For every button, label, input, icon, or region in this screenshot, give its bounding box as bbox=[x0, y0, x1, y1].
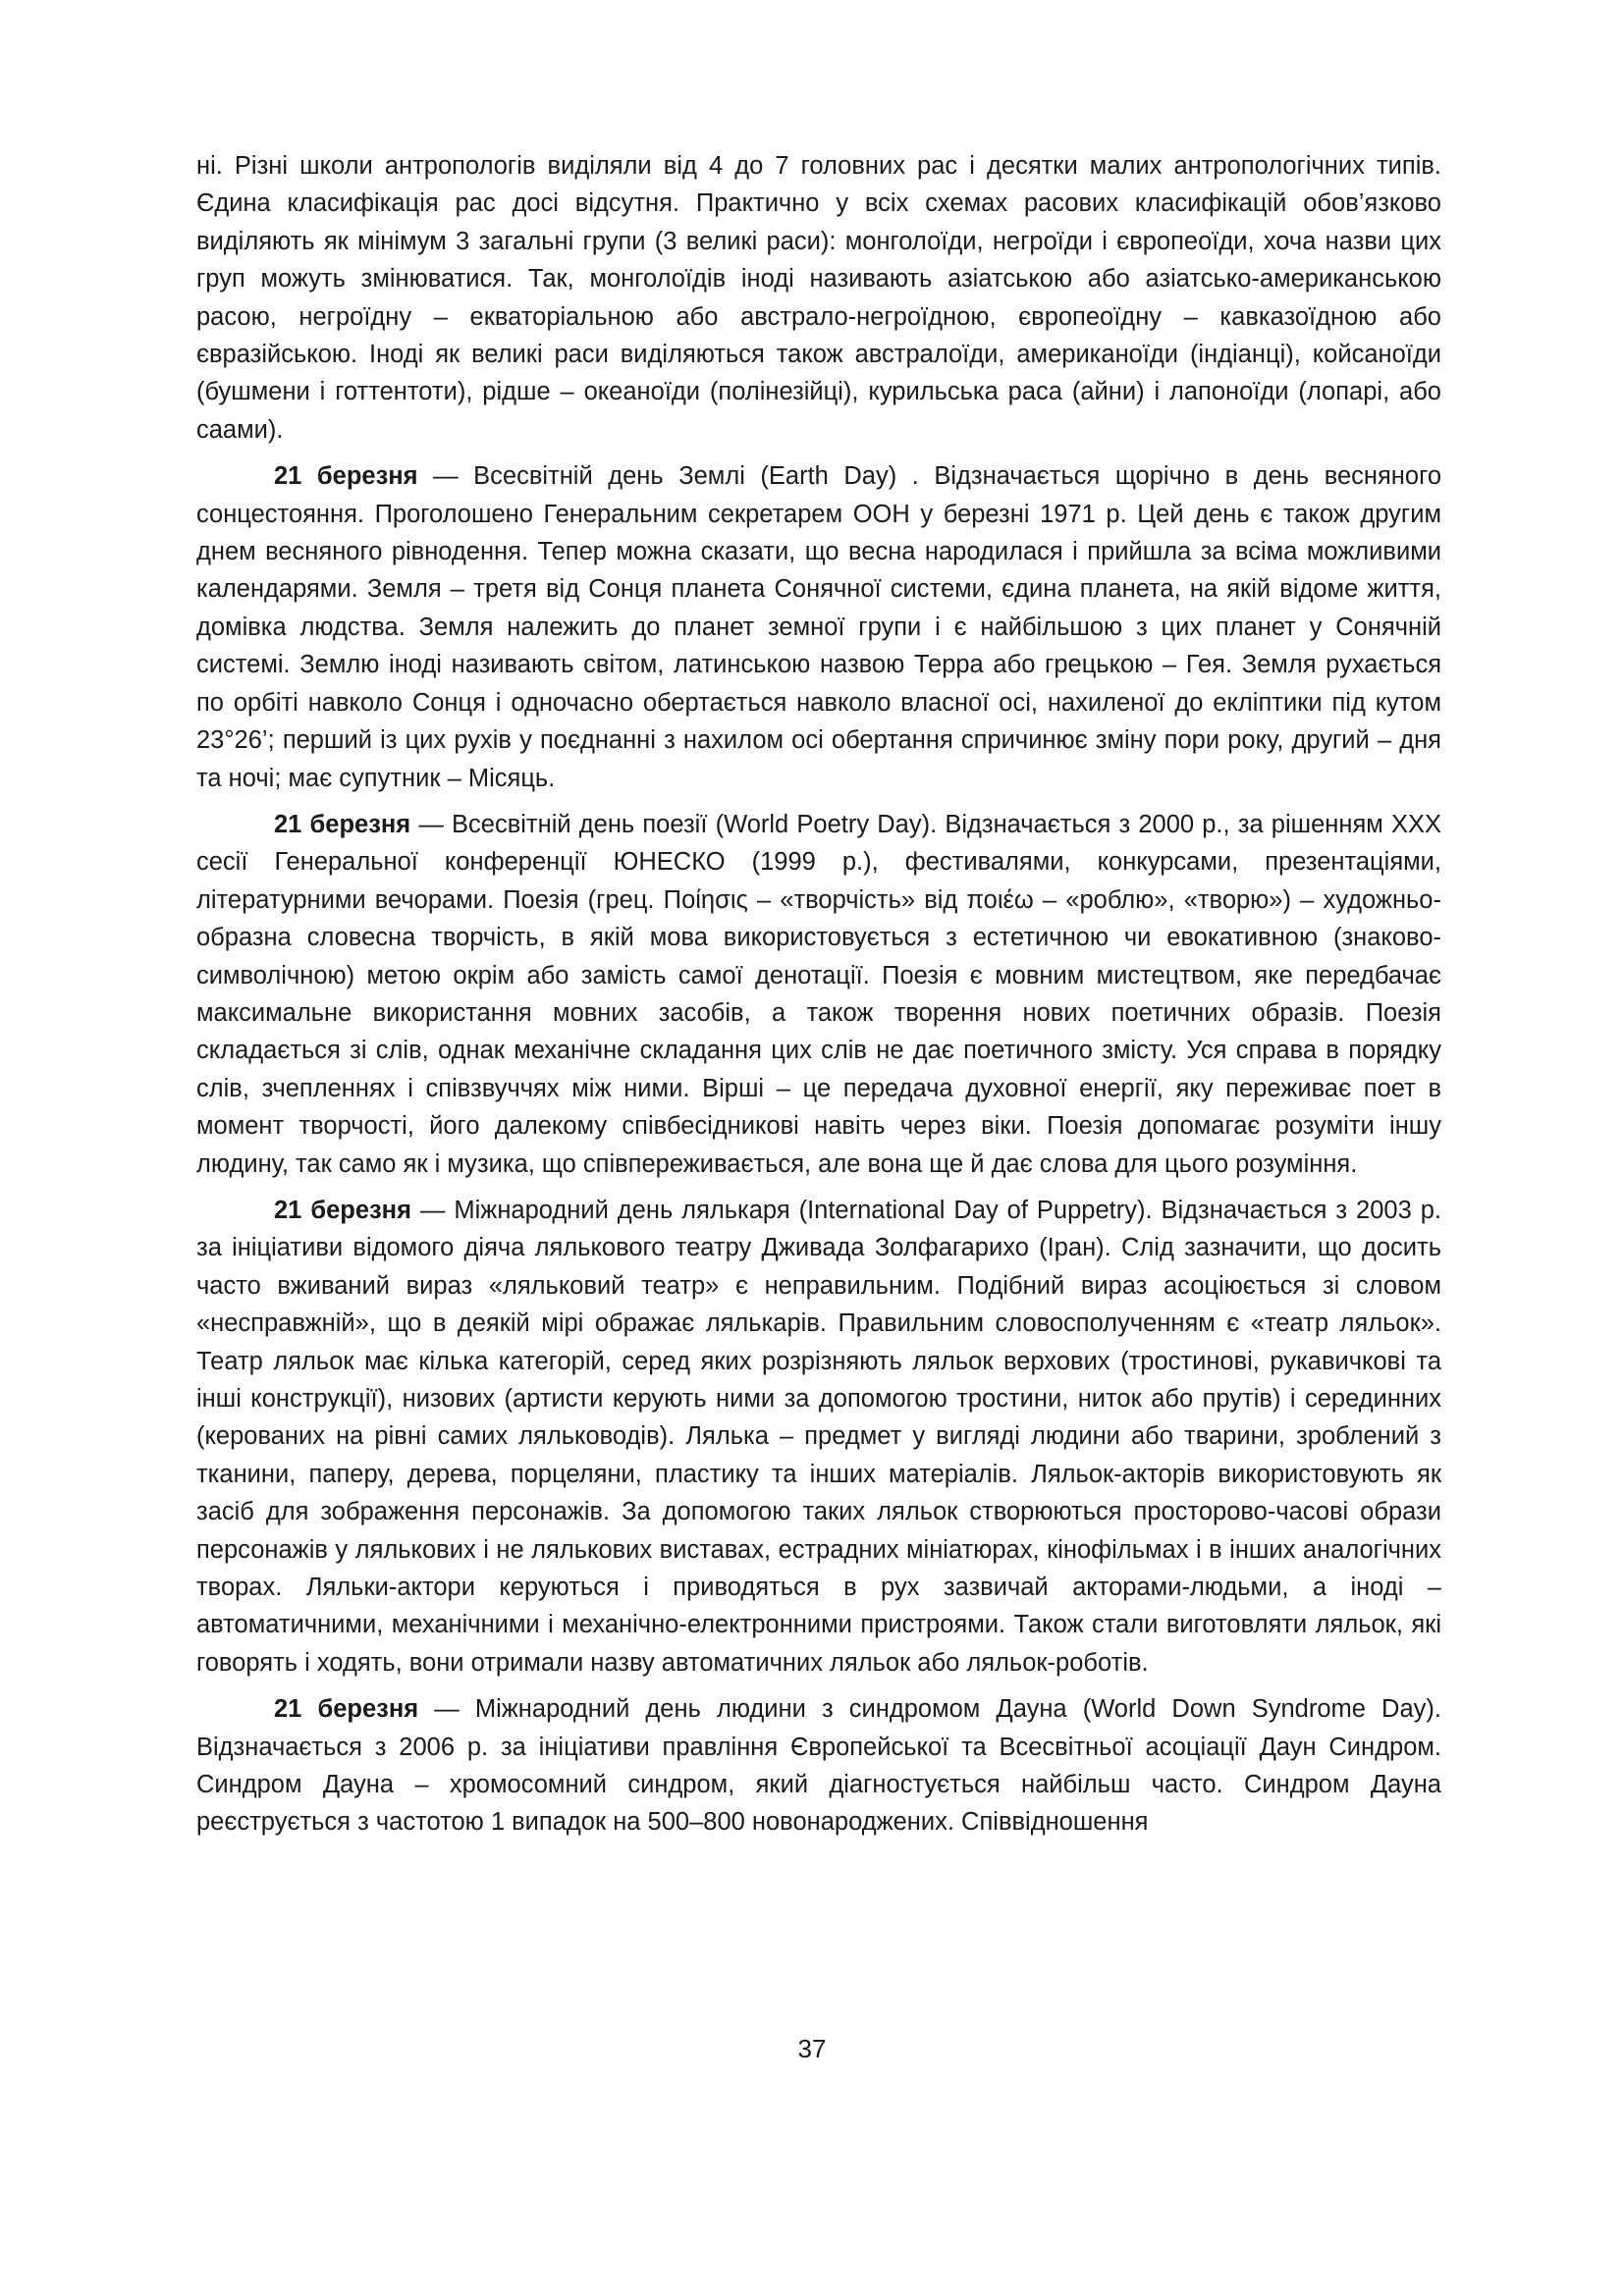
text-body bbox=[196, 147, 1441, 1850]
entry-down-syndrome-day bbox=[196, 1690, 1441, 1842]
entry-poetry-day bbox=[196, 806, 1441, 1183]
entry-earth-day bbox=[196, 457, 1441, 797]
entry-text: — Всесвітній день Землі (Earth Day) . Відзначається щорічно в день весняного сонцестояння. Проголошено Генеральним секретарем ООН у березні 1971 р. Цей день є також другим днем весняного рівнодення. Тепер можна сказати, що весна народилася і прийшла за всіма можливими календарями. Земля – третя від Сонця планета Сонячної системи, єдина планета, на якій відоме життя, домівка людства. Земля належить до планет земної групи і є найбільшою з цих планет у Сонячній системі. Землю іноді називають світом, латинською назвою Терра або грецькою – Гея. Земля рухається по орбіті навколо Сонця і одночасно обертається навколо власної осі, нахиленої до екліптики під кутом 23°26’; перший із цих рухів у поєднанні з нахилом осі обертання спричинює зміну пори року, другий – дня та ночі; має супутник – Місяць. bbox=[196, 462, 1441, 792]
entry-text: — Міжнародний день людини з синдромом Дауна (World Down Syndrome Day). Відзначається з 2006 р. за ініціативи правління Європейської та Всесвітньої асоціації Даун Синдром. Синдром Дауна – хромосомний синдром, який діагностується найбільш часто. Синдром Дауна реєструється з частотою 1 випадок на 500–800 новонароджених. Співвідношення bbox=[196, 1695, 1441, 1837]
entry-text: — Міжнародний день лялькаря (International Day of Puppetry). Відзначається з 2003 р. за ініціативи відомого діяча лялькового театру Дживада Золфагарихо (Іран). Слід зазначити, що досить часто вживаний вираз «ляльковий театр» є неправильним. Подібний вираз асоціюється зі словом «несправжній», що в деякій мірі ображає лялькарів. Правильним словосполученням є «театр ляльок». Театр ляльок має кілька категорій, серед яких розрізняють ляльок верхових (тростинові, рукавичкові та інші конструкції), низових (артисти керують ними за допомогою тростини, ниток або прутів) і серединних (керованих на рівні самих ляльководів). Лялька – предмет у вигляді людини або тварини, зроблений з тканини, паперу, дерева, порцеляни, пластику та інших матеріалів. Ляльок-акторів використовують як засіб для зображення персонажів. За допомогою таких ляльок створюються просторово-часові образи персонажів у лялькових і не лялькових виставах, естрадних мініатюрах, кінофільмах і в інших аналогічних творах. Ляльки-актори керуються і приводяться в рух зазвичай акторами-людьми, а іноді – автоматичними, механічними і механічно-електронними пристроями. Також стали виготовляти ляльок, які говорять і ходять, вони отримали назву автоматичних ляльок або ляльок-роботів. bbox=[196, 1196, 1441, 1677]
entry-date: 21 березня bbox=[274, 1695, 419, 1724]
entry-puppetry-day bbox=[196, 1192, 1441, 1682]
entry-text: — Всесвітній день поезії (World Poetry Day). Відзначається з 2000 р., за рішенням XXX сесії Генеральної конференції ЮНЕСКО (1999 р.), фестивалями, конкурсами, презентаціями, літературними вечорами. Поезія (грец. Ποίησις – «творчість» від ποιέω – «роблю», «творю») – художньо-образна словесна творчість, в якій мова використовується з естетичною чи евокативною (знаково-символічною) метою окрім або замість самої денотації. Поезія є мовним мистецтвом, яке передбачає максимальне використання мовних засобів, а також творення нових поетичних образів. Поезія складається зі слів, однак механічне складання цих слів не дає поетичного змісту. Уся справа в порядку слів, зчепленнях і співзвуччях між ними. Вірші – це передача духовної енергії, яку переживає поет в момент творчості, його далекому співбесідникові навіть через віки. Поезія допомагає розуміти іншу людину, так само як і музика, що співпереживається, але вона ще й дає слова для цього розуміння. bbox=[196, 810, 1441, 1178]
intro-paragraph: ні. Різні школи антропологів виділяли від 4 до 7 головних рас і десятки малих антропологічних типів. Єдина класифікація рас досі відсутня. Практично у всіх схемах расових класифікацій обов’язково виділяють як мінімум 3 загальні групи (3 великі раси): монголоїди, негроїди і європеоїди, хоча назви цих груп можуть змінюватися. Так, монголоїдів іноді називають азіатською або азіатсько-американською расою, негроїдну – екваторіальною або австрало-негроїдною, європеоїдну – кавказоїдною або євразійською. Іноді як великі раси виділяються також австралоїди, американоїди (індіанці), койсаноїди (бушмени і готтентоти), рідше – океаноїди (полінезійці), курильська раса (айни) і лапоноїди (лопарі, або саами). bbox=[196, 152, 1441, 444]
entry-date: 21 березня bbox=[274, 462, 418, 491]
entry-date: 21 березня bbox=[274, 810, 411, 838]
page-number: 37 bbox=[797, 2034, 827, 2063]
entry-date: 21 березня bbox=[274, 1196, 411, 1224]
